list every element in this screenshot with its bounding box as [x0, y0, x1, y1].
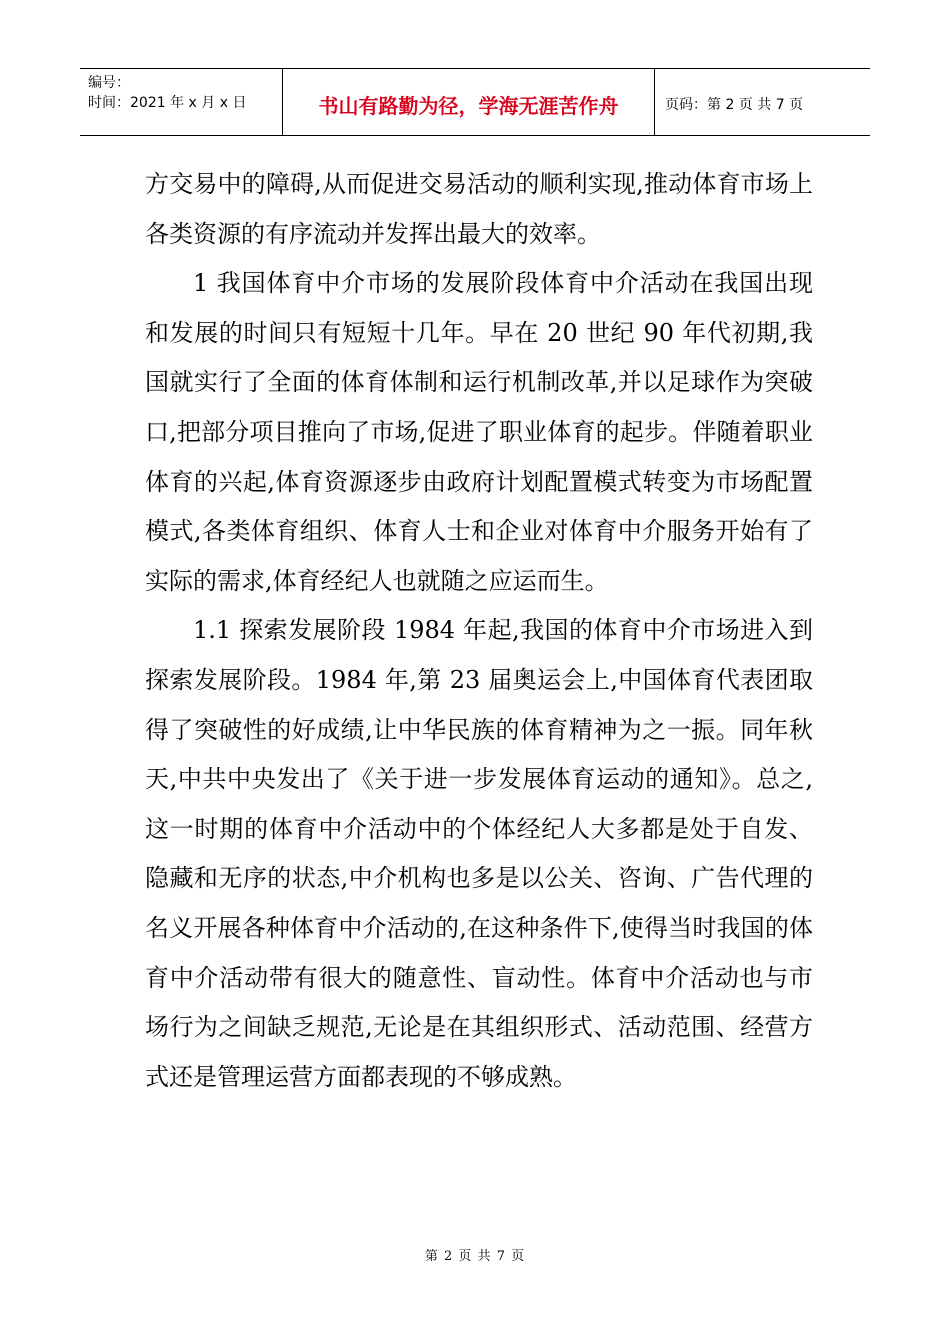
header-page-info: 页码：第 2 页 共 7 页: [665, 97, 804, 113]
page-footer: 第 2 页 共 7 页: [424, 1249, 526, 1264]
page-header-table: [80, 68, 870, 136]
body-paragraph-2: 1 我国体育中介市场的发展阶段体育中介活动在我国出现和发展的时间只有短短十几年。早在 20 世纪 90 年代初期,我国就实行了全面的体育体制和运行机制改革,并以足球作为突破口,把部分项目推向了市场,促进了职业体育的起步。伴随着职业体育的兴起,体育资源逐步由政府计划配置模式转变为市场配置模式,各类体育组织、体育人士和企业对体育中介服务开始有了实际的需求,体育经纪人也就随之应运而生。: [145, 269, 813, 595]
document-number-label: 编号：: [88, 75, 130, 91]
document-body: [145, 160, 813, 1102]
header-motto: 书山有路勤为径，学海无涯苦作舟: [318, 93, 619, 118]
body-paragraph-3: 1.1 探索发展阶段 1984 年起,我国的体育中介市场进入到探索发展阶段。1984 年,第 23 届奥运会上,中国体育代表团取得了突破性的好成绩,让中华民族的体育精神为之一振。同年秋天,中共中央发出了《关于进一步发展体育运动的通知》。总之,这一时期的体育中介活动中的个体经纪人大多都是处于自发、隐藏和无序的状态,中介机构也多是以公关、咨询、广告代理的名义开展各种体育中介活动的,在这种条件下,使得当时我国的体育中介活动带有很大的随意性、盲动性。体育中介活动也与市场行为之间缺乏规范,无论是在其组织形式、活动范围、经营方式还是管理运营方面都表现的不够成熟。: [145, 616, 813, 1091]
header-meta-cell: [80, 69, 283, 135]
header-motto-cell: [283, 69, 655, 135]
body-paragraph-1: 方交易中的障碍,从而促进交易活动的顺利实现,推动体育市场上各类资源的有序流动并发挥出最大的效率。: [145, 170, 813, 248]
header-page-cell: [655, 69, 870, 135]
document-time-label: 时间：2021 年 x 月 x 日: [88, 95, 247, 111]
